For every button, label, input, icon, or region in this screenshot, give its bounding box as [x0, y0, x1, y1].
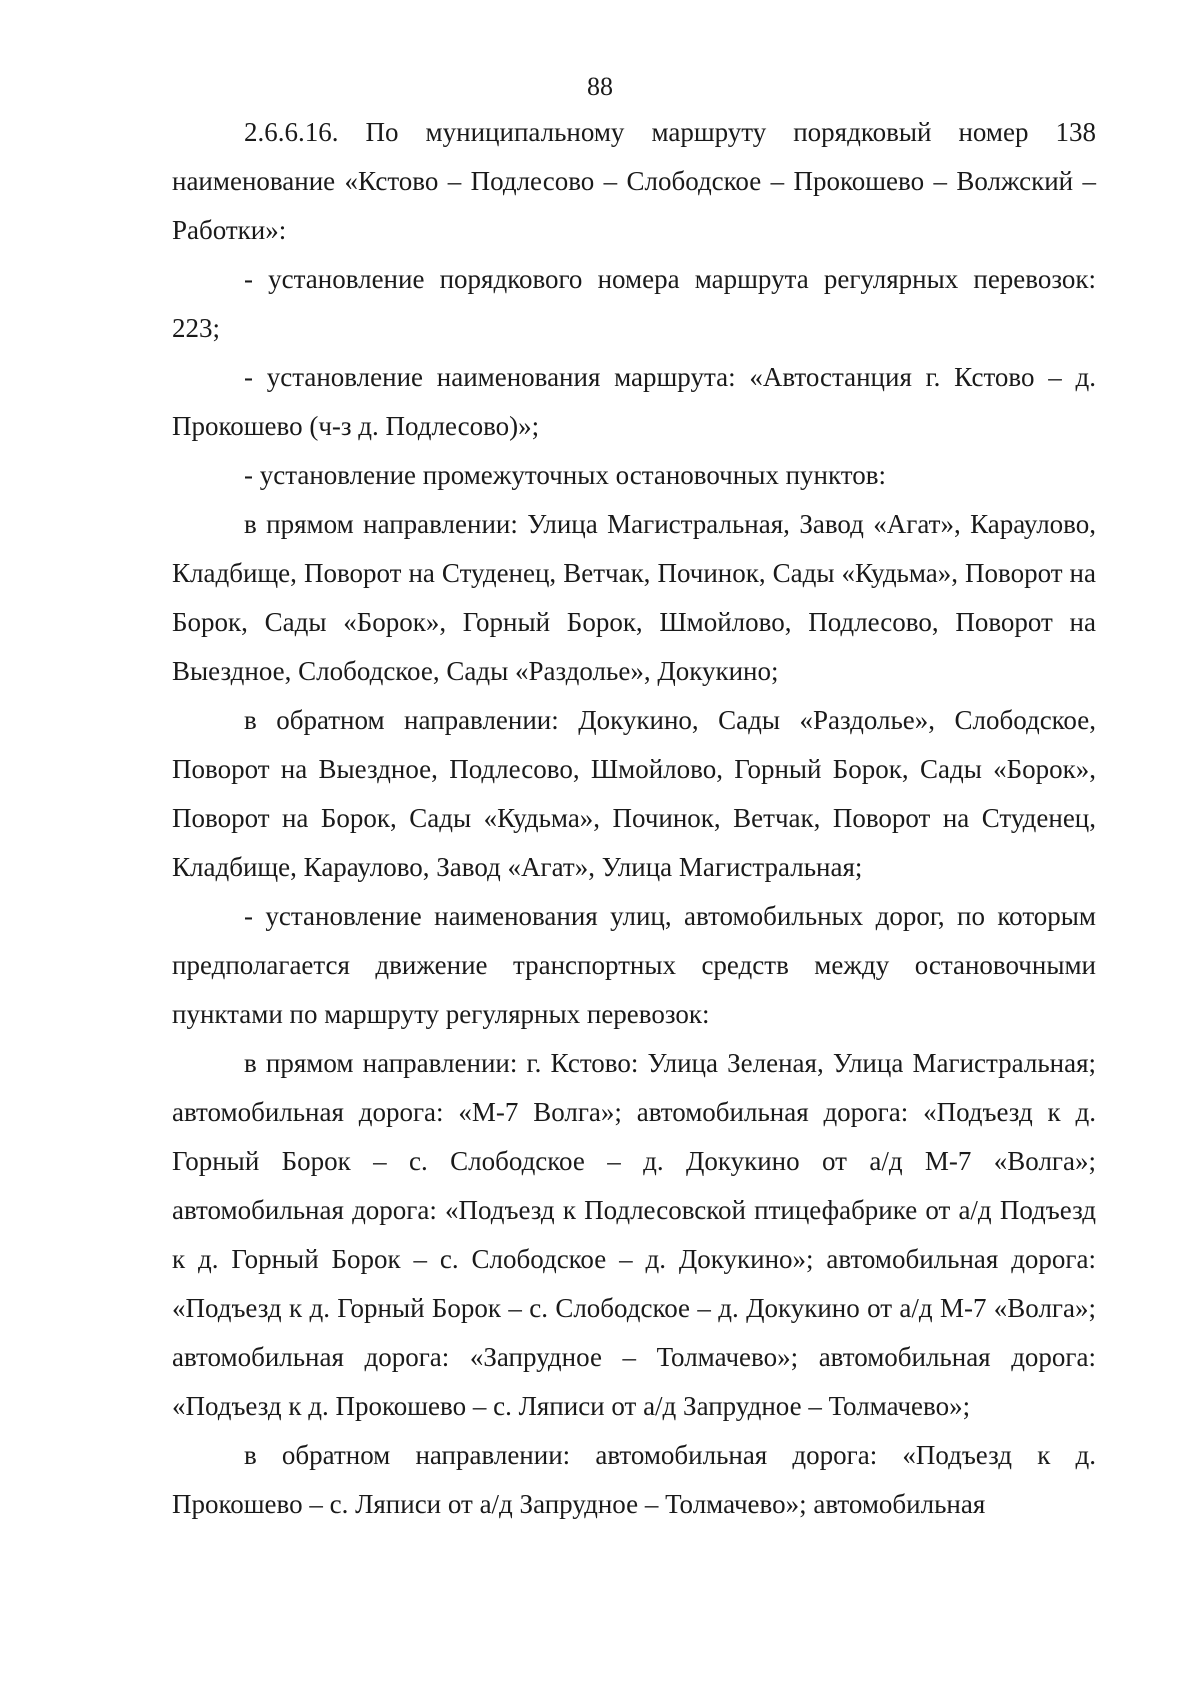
roads-forward-paragraph: в прямом направлении: г. Кстово: Улица Зеленая, Улица Магистральная; автомобильная дорога: «М-7 Волга»; автомобильная дорога: «Подъезд к д. Горный Борок – с. Слободское – д. Докукино от а/д М-7 «Волга»; автомобильная дорога: «Подъезд к Подлесовской птицефабрике от а/д Подъезд к д. Горный Борок – с. Слободское – д. Докукино»; автомобильная дорога: «Подъезд к д. Горный Борок – с. Слободское – д. Докукино от а/д М-7 «Волга»; автомобильная дорога: «Запрудное – Толмачево»; автомобильная дорога: «Подъезд к д. Прокошево – с. Ляписи от а/д Запрудное – Толмачево»; [172, 1048, 1096, 1421]
stops-forward-paragraph: в прямом направлении: Улица Магистральная, Завод «Агат», Караулово, Кладбище, Поворот на Студенец, Ветчак, Починок, Сады «Кудьма», Поворот на Борок, Сады «Борок», Горный Борок, Шмойлово, Подлесово, Поворот на Выездное, Слободское, Сады «Раздолье», Докукино; [172, 509, 1096, 686]
page-number: 88 [587, 72, 613, 101]
stops-reverse-paragraph: в обратном направлении: Докукино, Сады «Раздолье», Слободское, Поворот на Выездное, Подлесово, Шмойлово, Горный Борок, Сады «Борок», Поворот на Борок, Сады «Кудьма», Починок, Ветчак, Поворот на Студенец, Кладбище, Караулово, Завод «Агат», Улица Магистральная; [172, 705, 1096, 882]
route-name-paragraph: - установление наименования маршрута: «Автостанция г. Кстово – д. Прокошево (ч-з д. Подлесово)»; [172, 362, 1096, 441]
route-heading-paragraph: 2.6.6.16. По муниципальному маршруту порядковый номер 138 наименование «Кстово – Подлесово – Слободское – Прокошево – Волжский – Работки»: [172, 117, 1096, 245]
document-body [172, 108, 1096, 1529]
roads-heading-paragraph: - установление наименования улиц, автомобильных дорог, по которым предполагается движение транспортных средств между остановочными пунктами по маршруту регулярных перевозок: [172, 901, 1096, 1029]
route-number-paragraph: - установление порядкового номера маршрута регулярных перевозок: 223; [172, 264, 1096, 343]
intermediate-stops-heading: - установление промежуточных остановочных пунктов: [244, 460, 886, 490]
roads-reverse-paragraph: в обратном направлении: автомобильная дорога: «Подъезд к д. Прокошево – с. Ляписи от а/д Запрудное – Толмачево»; автомобильная [172, 1440, 1096, 1519]
